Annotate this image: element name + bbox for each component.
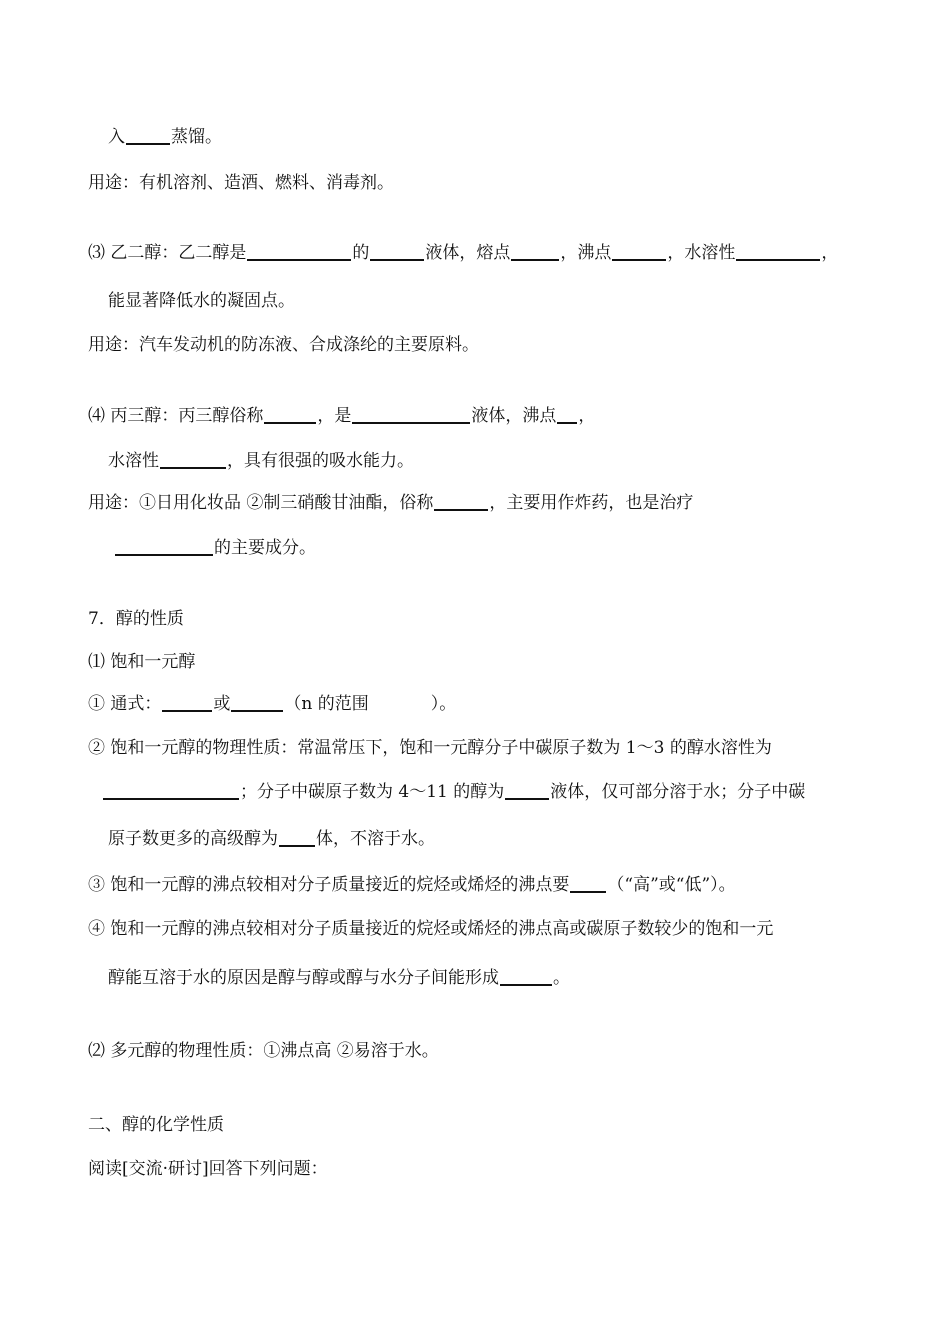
glycerol-solubility-line: 水溶性 ，具有很强的吸水能力。 [108, 451, 414, 471]
polyol-props: ⑵ 多元醇的物理性质：①沸点高 ②易溶于水。 [88, 1041, 439, 1061]
fill-blank[interactable] [612, 241, 666, 261]
physical-props-line2: ；分子中碳原子数为 4～11 的醇为 液体，仅可部分溶于水；分子中碳 [102, 780, 805, 804]
glycerol-use-line: 用途：①日用化妆品 ②制三硝酸甘油酯，俗称 ，主要用作炸药，也是治疗 [88, 493, 694, 513]
fill-blank[interactable] [231, 692, 283, 712]
general-formula-line: ① 通式： 或 （n 的范围 ）。 [88, 694, 457, 714]
physical-props-line1: ② 饱和一元醇的物理性质：常温常压下，饱和一元醇分子中碳原子数为 1～3 的醇水溶性为 [88, 738, 772, 758]
fill-blank[interactable] [434, 491, 488, 511]
fill-blank[interactable] [115, 536, 213, 556]
fill-blank[interactable] [370, 241, 424, 261]
fill-blank[interactable] [126, 125, 170, 145]
fill-blank[interactable] [279, 827, 315, 847]
fill-blank[interactable] [103, 780, 239, 800]
fill-blank[interactable] [736, 241, 820, 261]
fill-blank[interactable] [162, 692, 212, 712]
ethylene-glycol-cont: 能显著降低水的凝固点。 [108, 291, 295, 311]
fill-blank[interactable] [511, 241, 559, 261]
ethylene-glycol-line: ⑶ 乙二醇：乙二醇是 的 液体，熔点 ，沸点 ，水溶性 ， [88, 243, 839, 263]
section-2-heading: 二、醇的化学性质 [88, 1115, 224, 1135]
section-7-heading: 7．醇的性质 [88, 609, 184, 629]
boiling-point-line: ③ 饱和一元醇的沸点较相对分子质量接近的烷烃或烯烃的沸点要 （“高”或“低”）。 [88, 875, 736, 895]
glycerol-use-cont: 的主要成分。 [114, 536, 316, 560]
read-instruction: 阅读[交流·研讨]回答下列问题： [88, 1159, 328, 1179]
fill-blank[interactable] [160, 449, 226, 469]
saturated-monohydric-heading: ⑴ 饱和一元醇 [88, 652, 196, 672]
glycerol-line: ⑷ 丙三醇：丙三醇俗称 ，是 液体，沸点 ， [88, 406, 596, 426]
physical-props-line3: 原子数更多的高级醇为 体，不溶于水。 [108, 829, 435, 849]
fill-blank[interactable] [264, 404, 316, 424]
fill-blank[interactable] [352, 404, 470, 424]
fill-blank[interactable] [557, 404, 577, 424]
fill-blank[interactable] [247, 241, 351, 261]
ethylene-glycol-use: 用途：汽车发动机的防冻液、合成涤纶的主要原料。 [88, 335, 479, 355]
reason-line2: 醇能互溶于水的原因是醇与醇或醇与水分子间能形成 。 [108, 968, 570, 988]
fill-blank[interactable] [505, 780, 549, 800]
ethanol-use-text: 用途：有机溶剂、造酒、燃料、消毒剂。 [88, 173, 394, 193]
fill-blank[interactable] [570, 873, 606, 893]
reason-line1: ④ 饱和一元醇的沸点较相对分子质量接近的烷烃或烯烃的沸点高或碳原子数较少的饱和一元 [88, 919, 774, 939]
distill-line: 入 蒸馏。 [108, 127, 222, 147]
fill-blank[interactable] [500, 966, 552, 986]
